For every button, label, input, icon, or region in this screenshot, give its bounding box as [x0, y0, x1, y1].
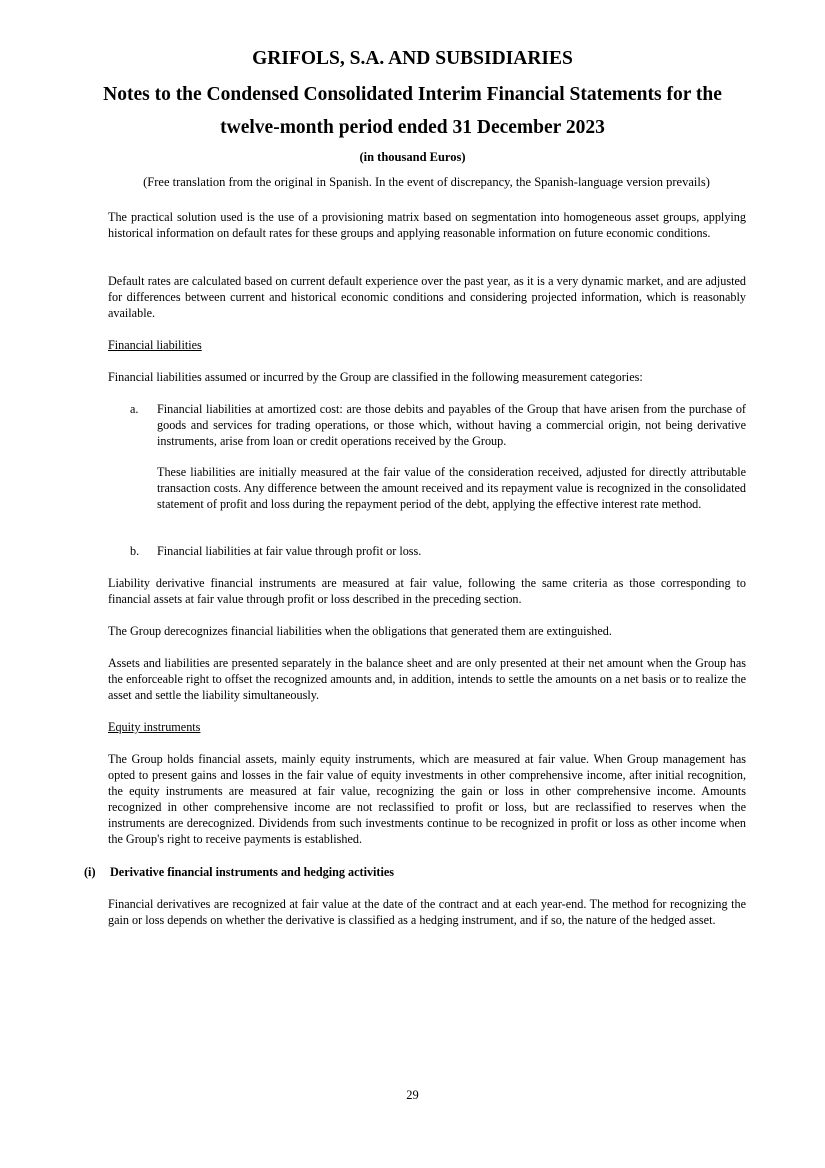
practical-solution-paragraph: The practical solution used is the use of a provisioning matrix based on segmentation into homogeneous asset groups, applying historical information on default rates for these groups and applying reasonable information on future economic conditions. — [108, 210, 746, 240]
list-item-b — [130, 543, 746, 559]
company-title: GRIFOLS, S.A. AND SUBSIDIARIES — [252, 48, 573, 69]
derivative-paragraph: Financial derivatives are recognized at fair value at the date of the contract and at each year-end. The method for recognizing the gain or loss depends on whether the derivative is classified as a hedging instrument, and if so, the nature of the hedged asset. — [108, 897, 746, 927]
list-marker-b: b. — [130, 544, 140, 558]
derecognition-paragraph: The Group derecognizes financial liabilities when the obligations that generated them are extinguished. — [108, 624, 612, 638]
page-number: 29 — [406, 1088, 419, 1102]
derivative-section-heading — [84, 864, 394, 880]
financial-liabilities-intro: Financial liabilities assumed or incurred by the Group are classified in the following measurement categories: — [108, 370, 643, 384]
section-number: (i) — [84, 865, 96, 879]
financial-liabilities-heading: Financial liabilities — [108, 338, 202, 352]
equity-instruments-paragraph: The Group holds financial assets, mainly equity instruments, which are measured at fair value. When Group management has opted to present gains and losses in the fair value of equity investments in other comprehensive income, after initial recognition, the equity instruments are measured at fair value, recognizing the gain or loss in other comprehensive income. Amounts recognized in other comprehensive income are not reclassified to profit or loss, but are reclassified to reserves when the instruments are derecognized. Dividends from such investments continue to be recognized in profit or loss as other income when the Group's right to receive payments is established. — [108, 752, 746, 846]
units-label: (in thousand Euros) — [359, 150, 466, 164]
derivatives-paragraph: Liability derivative financial instruments are measured at fair value, following the same criteria as those corresponding to financial assets at fair value through profit or loss described in the preceding section. — [108, 576, 746, 606]
notes-title: Notes to the Condensed Consolidated Interim Financial Statements for the — [103, 84, 722, 105]
list-item-a — [130, 401, 746, 449]
list-marker-a: a. — [130, 402, 139, 416]
offsetting-paragraph: Assets and liabilities are presented separately in the balance sheet and are only presented at their net amount when the Group has the enforceable right to offset the recognized amounts and, in addition, intends to settle the amounts on a net basis or to realize the asset and settle the liability simultaneously. — [108, 656, 746, 702]
period-title: twelve-month period ended 31 December 2023 — [220, 117, 605, 138]
list-item-a-text: Financial liabilities at amortized cost: are those debits and payables of the Group that have arisen from the purchase of goods and services for trading operations, or those which, without having a commercial origin, not being derivative instruments, arise from loan or credit operations received by the Group. — [157, 402, 746, 448]
section-title: Derivative financial instruments and hedging activities — [110, 865, 395, 879]
list-item-b-text: Financial liabilities at fair value through profit or loss. — [157, 544, 422, 558]
default-rates-paragraph: Default rates are calculated based on current default experience over the past year, as it is a very dynamic market, and are adjusted for differences between current and historical economic conditions and considering projected information, which is reasonably available. — [108, 274, 746, 320]
translation-note: (Free translation from the original in Spanish. In the event of discrepancy, the Spanish-language version prevails) — [143, 175, 710, 189]
list-item-a-followup: These liabilities are initially measured at the fair value of the consideration received, adjusted for directly attributable transaction costs. Any difference between the amount received and its repayment value is recognized in the consolidated statement of profit and loss during the repayment period of the debt, applying the effective interest rate method. — [157, 465, 746, 511]
equity-instruments-heading: Equity instruments — [108, 720, 201, 734]
